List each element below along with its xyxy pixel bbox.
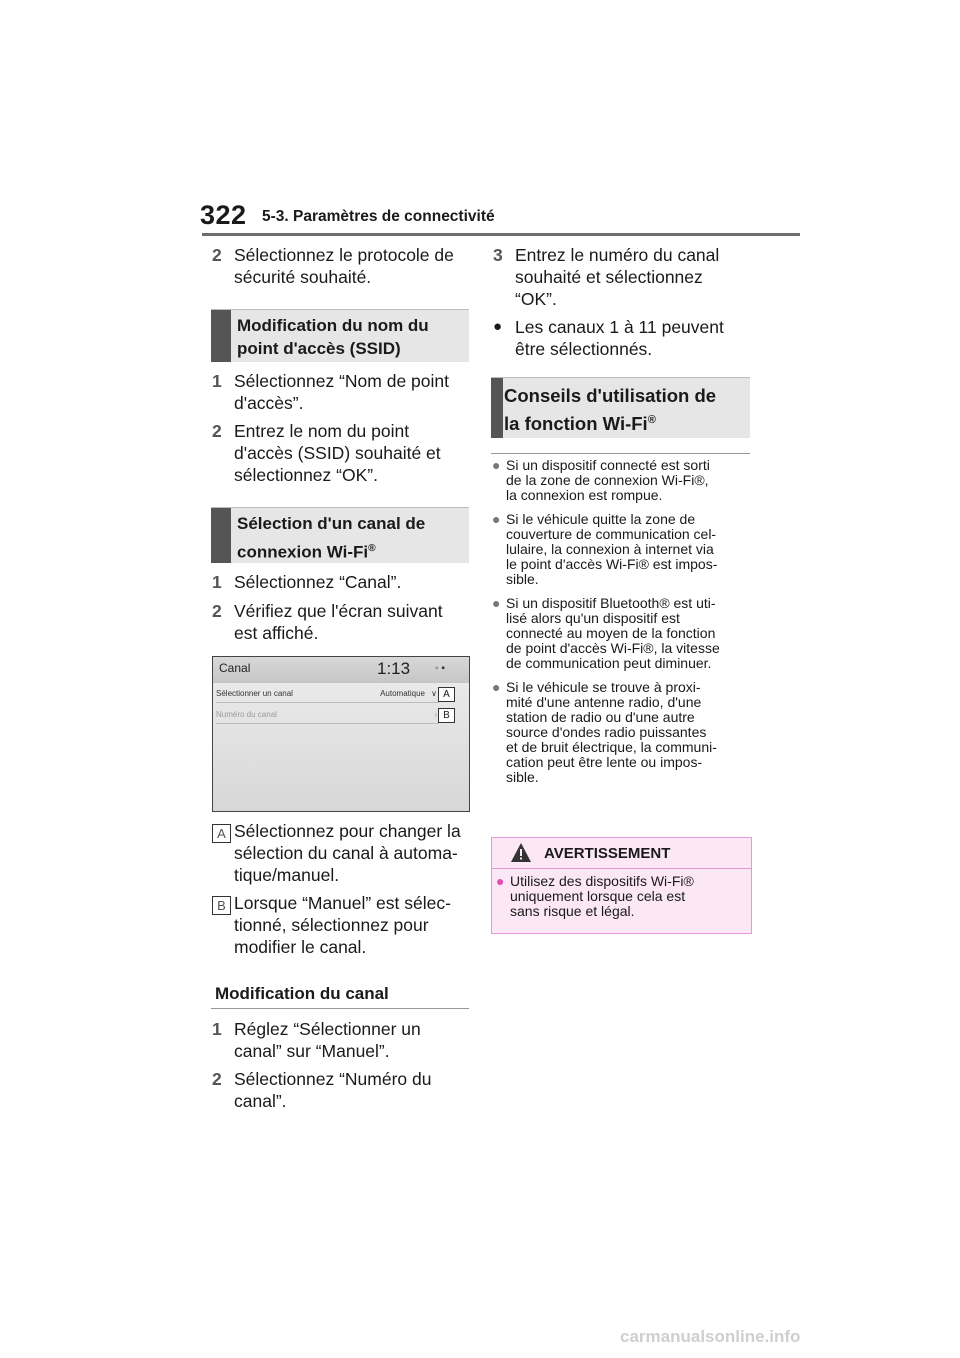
page-number: 322 — [200, 200, 247, 230]
bullet-icon: ● — [496, 873, 505, 889]
screen-row-channel-select[interactable]: Sélectionner un canal Automatique ∨ — [216, 685, 439, 703]
channel-step-2 — [212, 600, 468, 644]
screen-topbar — [213, 657, 469, 683]
ssid-step-2 — [212, 420, 468, 486]
channel-step-3 — [493, 244, 751, 310]
section-title: 5-3. Paramètres de connectivité — [262, 208, 495, 225]
bullet-icon: ● — [492, 511, 501, 527]
channel-note — [493, 316, 751, 360]
step-number: 2 — [212, 245, 222, 265]
subheading-channel — [211, 507, 469, 563]
step-text: Réglez “Sélectionner un canal” sur “Manuel”. — [234, 1019, 421, 1061]
note-text: Les canaux 1 à 11 peuvent être sélectionnés. — [515, 317, 724, 359]
step-text: Entrez le nom du point d'accès (SSID) souhaité et sélectionnez “OK”. — [234, 421, 441, 485]
header-rule — [202, 233, 800, 236]
step-number: 2 — [212, 601, 222, 621]
list-item: ● Si le véhicule quitte la zone de couverture de communication cel- lulaire, la connexion à internet via le point d'accès Wi-Fi® est impos- sible. — [492, 511, 718, 587]
subheading-ssid — [211, 309, 469, 362]
step-text: Entrez le numéro du canal souhaité et sélectionnez “OK”. — [515, 245, 720, 309]
warning-title: AVERTISSEMENT — [544, 845, 671, 862]
step-number: 2 — [212, 1069, 222, 1089]
channel-screen-illustration — [212, 656, 470, 812]
chevron-right-icon: › — [434, 710, 437, 719]
step-security — [212, 244, 468, 288]
bullet-icon: ● — [492, 457, 501, 473]
screen-title: Canal — [219, 661, 251, 675]
step-text: Vérifiez que l'écran suivant est affiché. — [234, 601, 443, 643]
chevron-down-icon: ∨ — [431, 689, 437, 698]
step-number: 1 — [212, 572, 222, 592]
callout-text: Lorsque “Manuel” est sélec- tionné, sélectionnez pour modifier le canal. — [234, 893, 451, 957]
modif-step-2 — [212, 1068, 468, 1112]
warning-box — [491, 837, 752, 934]
subheading-label: Modification du nom du point d'accès (SSID) — [237, 316, 429, 358]
subheading-tips — [491, 377, 750, 438]
step-number: 1 — [212, 371, 222, 391]
step-number: 3 — [493, 245, 503, 265]
warning-text: ● Utilisez des dispositifs Wi-Fi® uniquement lorsque cela est sans risque et légal. — [496, 873, 694, 919]
step-text: Sélectionnez le protocole de sécurité souhaité. — [234, 245, 454, 287]
callout-b-description — [212, 892, 468, 958]
subheading-label: Conseils d'utilisation de la fonction Wi-Fi® — [504, 385, 717, 435]
screen-callout-b: B — [438, 708, 455, 723]
bullet-icon: ● — [492, 679, 501, 695]
subheading-bar — [491, 378, 503, 438]
step-text: Sélectionnez “Nom de point d'accès”. — [234, 371, 449, 413]
callout-label-b: B — [212, 896, 231, 915]
callout-label-a: A — [212, 824, 231, 843]
callout-a-description — [212, 820, 468, 886]
tips-rule — [491, 453, 750, 454]
channel-step-1 — [212, 571, 468, 593]
subheading-modification: Modification du canal — [211, 978, 469, 1009]
note-bullet: ● — [493, 318, 503, 335]
list-item: ● Si un dispositif connecté est sorti de la zone de connexion Wi-Fi®, la connexion est rompue. — [492, 457, 710, 503]
screen-clock: 1:13 — [377, 659, 411, 678]
callout-text: Sélectionnez pour changer la sélection du canal à automa- tique/manuel. — [234, 821, 461, 885]
list-item: ● Si un dispositif Bluetooth® est uti- lisé alors qu'un dispositif est connecté au moyen de la fonction de point d'accès Wi-Fi®, la vitesse de communication peut diminuer. — [492, 595, 720, 671]
step-text: Sélectionnez “Numéro du canal”. — [234, 1069, 432, 1111]
bullet-icon: ● — [492, 595, 501, 611]
list-item: ● Si le véhicule se trouve à proxi- mité d'une antenne radio, d'une station de radio ou d'une autre source d'ondes radio puissantes et de bruit électrique, la communi- cation peut être lente ou impos- sible. — [492, 679, 717, 785]
screen-callout-a: A — [438, 687, 455, 702]
warning-triangle-icon — [510, 842, 532, 864]
tips-list — [492, 458, 750, 794]
step-number: 2 — [212, 421, 222, 441]
step-number: 1 — [212, 1019, 222, 1039]
warning-header — [492, 838, 751, 869]
screen-status-icons: ◦ ▪ — [435, 663, 445, 674]
step-text: Sélectionnez “Canal”. — [234, 572, 402, 592]
screen-row-channel-number[interactable]: Numéro du canal › — [216, 706, 439, 724]
watermark: carmanualsonline.info — [620, 1327, 801, 1346]
subheading-label: Sélection d'un canal de connexion Wi-Fi® — [237, 514, 426, 562]
subheading-bar — [211, 310, 231, 362]
ssid-step-1 — [212, 370, 468, 414]
modif-step-1 — [212, 1018, 468, 1062]
subheading-bar — [211, 508, 231, 563]
